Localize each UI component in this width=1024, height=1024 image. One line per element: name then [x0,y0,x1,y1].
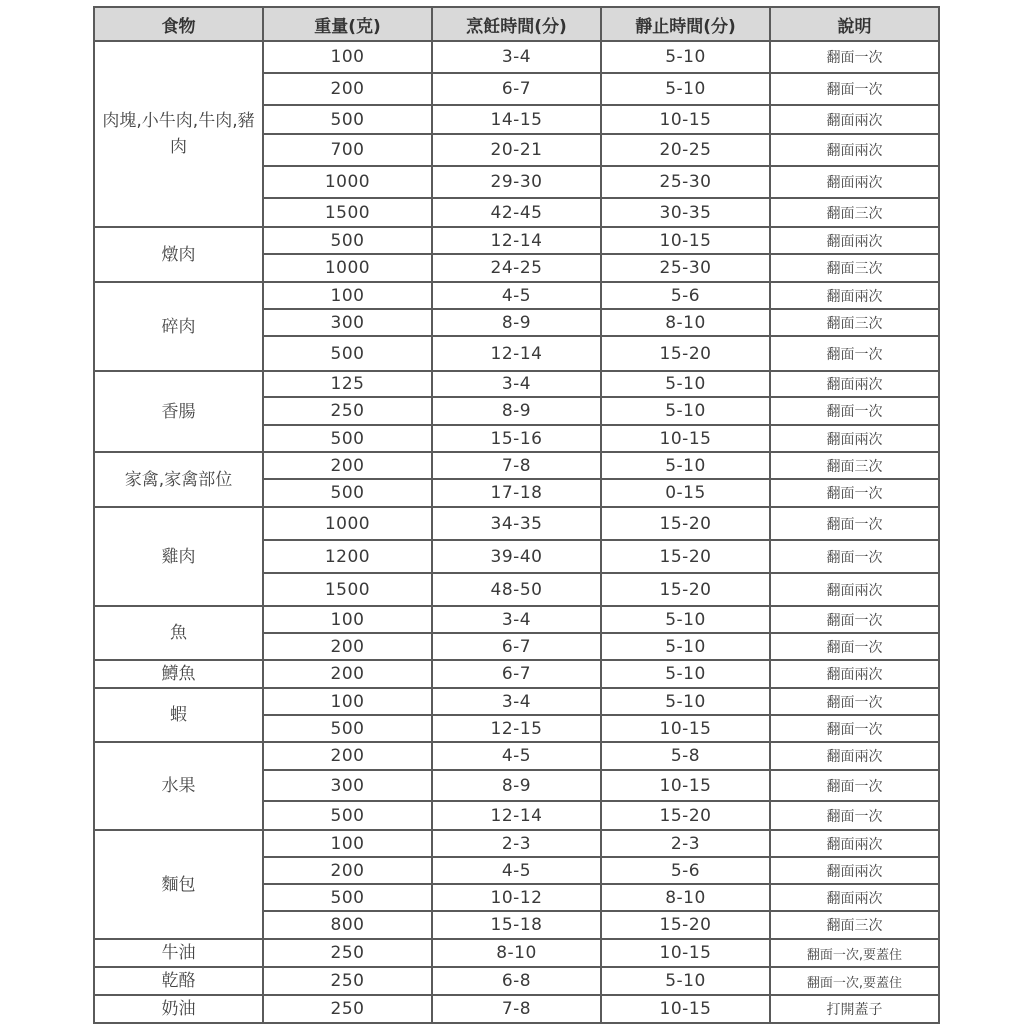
weight-cell: 1000 [263,507,432,540]
table-row [94,606,939,633]
cook-time-cell: 20-21 [432,134,601,166]
stand-time-cell: 10-15 [601,227,770,254]
weight-cell: 500 [263,801,432,830]
note-cell: 翻面一次 [770,507,939,540]
cook-time-cell: 42-45 [432,198,601,227]
stand-time-cell: 10-15 [601,105,770,134]
note-cell: 翻面一次 [770,73,939,105]
cook-time-cell: 15-18 [432,911,601,939]
food-name-cell: 乾酪 [94,967,263,995]
weight-cell: 1000 [263,166,432,198]
food-name-cell: 碎肉 [94,282,263,371]
note-cell: 翻面一次,要蓋住 [770,967,939,995]
cook-time-cell: 8-9 [432,309,601,336]
cook-time-cell: 6-7 [432,633,601,660]
table-row [94,227,939,254]
weight-cell: 200 [263,742,432,770]
note-cell: 翻面兩次 [770,857,939,884]
weight-cell: 100 [263,41,432,73]
weight-cell: 200 [263,452,432,479]
cook-time-cell: 3-4 [432,371,601,397]
stand-time-cell: 8-10 [601,884,770,911]
weight-cell: 500 [263,105,432,134]
cook-time-cell: 39-40 [432,540,601,573]
note-cell: 打開蓋子 [770,995,939,1023]
weight-cell: 125 [263,371,432,397]
food-name-cell: 香腸 [94,371,263,452]
note-cell: 翻面三次 [770,452,939,479]
stand-time-cell: 30-35 [601,198,770,227]
note-cell: 翻面一次 [770,801,939,830]
note-cell: 翻面兩次 [770,425,939,452]
table-row [94,830,939,857]
note-cell: 翻面兩次 [770,371,939,397]
stand-time-cell: 5-10 [601,606,770,633]
weight-cell: 100 [263,830,432,857]
food-name-cell: 鱒魚 [94,660,263,688]
weight-cell: 250 [263,995,432,1023]
stand-time-cell: 10-15 [601,425,770,452]
stand-time-cell: 2-3 [601,830,770,857]
weight-cell: 500 [263,425,432,452]
stand-time-cell: 5-8 [601,742,770,770]
note-cell: 翻面兩次 [770,742,939,770]
weight-cell: 300 [263,770,432,801]
table-row [94,507,939,540]
weight-cell: 1500 [263,198,432,227]
cook-time-cell: 8-9 [432,397,601,425]
cooking-time-table [93,6,940,1024]
stand-time-cell: 5-10 [601,397,770,425]
stand-time-cell: 5-6 [601,857,770,884]
note-cell: 翻面一次,要蓋住 [770,939,939,967]
food-name-cell: 肉塊,小牛肉,牛肉,豬肉 [94,41,263,227]
food-name-cell: 雞肉 [94,507,263,606]
table-row [94,660,939,688]
header-row [94,7,939,41]
weight-cell: 250 [263,397,432,425]
cook-time-cell: 4-5 [432,742,601,770]
cook-time-cell: 12-14 [432,801,601,830]
weight-cell: 250 [263,967,432,995]
cook-time-cell: 3-4 [432,41,601,73]
weight-cell: 500 [263,479,432,507]
stand-time-cell: 25-30 [601,254,770,282]
table-row [94,688,939,715]
note-cell: 翻面兩次 [770,830,939,857]
stand-time-cell: 10-15 [601,995,770,1023]
stand-time-cell: 15-20 [601,336,770,371]
table-row [94,452,939,479]
header-note: 說明 [770,7,939,41]
note-cell: 翻面一次 [770,688,939,715]
note-cell: 翻面三次 [770,254,939,282]
note-cell: 翻面一次 [770,715,939,742]
weight-cell: 200 [263,660,432,688]
note-cell: 翻面兩次 [770,573,939,606]
header-weight: 重量(克) [263,7,432,41]
note-cell: 翻面兩次 [770,105,939,134]
stand-time-cell: 5-10 [601,73,770,105]
note-cell: 翻面一次 [770,336,939,371]
cook-time-cell: 6-7 [432,73,601,105]
note-cell: 翻面一次 [770,606,939,633]
food-name-cell: 麵包 [94,830,263,939]
stand-time-cell: 10-15 [601,715,770,742]
cook-time-cell: 12-14 [432,227,601,254]
table-row [94,371,939,397]
cook-time-cell: 14-15 [432,105,601,134]
cook-time-cell: 6-8 [432,967,601,995]
stand-time-cell: 5-10 [601,660,770,688]
stand-time-cell: 15-20 [601,507,770,540]
weight-cell: 500 [263,336,432,371]
note-cell: 翻面兩次 [770,282,939,309]
note-cell: 翻面兩次 [770,134,939,166]
cook-time-cell: 48-50 [432,573,601,606]
header-food: 食物 [94,7,263,41]
food-name-cell: 蝦 [94,688,263,742]
stand-time-cell: 5-10 [601,967,770,995]
table-row [94,41,939,73]
weight-cell: 200 [263,73,432,105]
weight-cell: 500 [263,715,432,742]
cooking-table-container [93,6,940,1024]
weight-cell: 800 [263,911,432,939]
table-body [94,41,939,1023]
food-name-cell: 魚 [94,606,263,660]
stand-time-cell: 5-10 [601,688,770,715]
note-cell: 翻面兩次 [770,884,939,911]
table-row [94,742,939,770]
header-cook-time: 烹飪時間(分) [432,7,601,41]
food-name-cell: 家禽,家禽部位 [94,452,263,507]
cook-time-cell: 3-4 [432,688,601,715]
note-cell: 翻面兩次 [770,166,939,198]
stand-time-cell: 15-20 [601,801,770,830]
cook-time-cell: 2-3 [432,830,601,857]
weight-cell: 1200 [263,540,432,573]
cook-time-cell: 8-9 [432,770,601,801]
stand-time-cell: 25-30 [601,166,770,198]
note-cell: 翻面三次 [770,911,939,939]
cook-time-cell: 4-5 [432,282,601,309]
stand-time-cell: 5-10 [601,41,770,73]
stand-time-cell: 0-15 [601,479,770,507]
weight-cell: 500 [263,227,432,254]
header-stand-time: 靜止時間(分) [601,7,770,41]
stand-time-cell: 5-6 [601,282,770,309]
stand-time-cell: 15-20 [601,911,770,939]
cook-time-cell: 29-30 [432,166,601,198]
note-cell: 翻面一次 [770,540,939,573]
weight-cell: 250 [263,939,432,967]
cook-time-cell: 10-12 [432,884,601,911]
note-cell: 翻面一次 [770,633,939,660]
table-row [94,967,939,995]
weight-cell: 100 [263,688,432,715]
table-row [94,282,939,309]
weight-cell: 100 [263,282,432,309]
stand-time-cell: 8-10 [601,309,770,336]
note-cell: 翻面三次 [770,309,939,336]
cook-time-cell: 12-14 [432,336,601,371]
food-name-cell: 牛油 [94,939,263,967]
note-cell: 翻面一次 [770,770,939,801]
cook-time-cell: 7-8 [432,995,601,1023]
stand-time-cell: 15-20 [601,540,770,573]
food-name-cell: 奶油 [94,995,263,1023]
stand-time-cell: 15-20 [601,573,770,606]
stand-time-cell: 10-15 [601,770,770,801]
cook-time-cell: 12-15 [432,715,601,742]
weight-cell: 500 [263,884,432,911]
cook-time-cell: 3-4 [432,606,601,633]
weight-cell: 300 [263,309,432,336]
stand-time-cell: 5-10 [601,452,770,479]
cook-time-cell: 34-35 [432,507,601,540]
table-row [94,995,939,1023]
cook-time-cell: 24-25 [432,254,601,282]
food-name-cell: 燉肉 [94,227,263,282]
table-row [94,939,939,967]
cook-time-cell: 6-7 [432,660,601,688]
note-cell: 翻面一次 [770,397,939,425]
note-cell: 翻面兩次 [770,660,939,688]
weight-cell: 200 [263,857,432,884]
note-cell: 翻面一次 [770,41,939,73]
stand-time-cell: 20-25 [601,134,770,166]
food-name-cell: 水果 [94,742,263,830]
stand-time-cell: 5-10 [601,633,770,660]
cook-time-cell: 4-5 [432,857,601,884]
cook-time-cell: 17-18 [432,479,601,507]
weight-cell: 1500 [263,573,432,606]
weight-cell: 100 [263,606,432,633]
stand-time-cell: 10-15 [601,939,770,967]
stand-time-cell: 5-10 [601,371,770,397]
weight-cell: 200 [263,633,432,660]
weight-cell: 700 [263,134,432,166]
note-cell: 翻面三次 [770,198,939,227]
note-cell: 翻面兩次 [770,227,939,254]
cook-time-cell: 8-10 [432,939,601,967]
note-cell: 翻面一次 [770,479,939,507]
weight-cell: 1000 [263,254,432,282]
cook-time-cell: 7-8 [432,452,601,479]
cook-time-cell: 15-16 [432,425,601,452]
